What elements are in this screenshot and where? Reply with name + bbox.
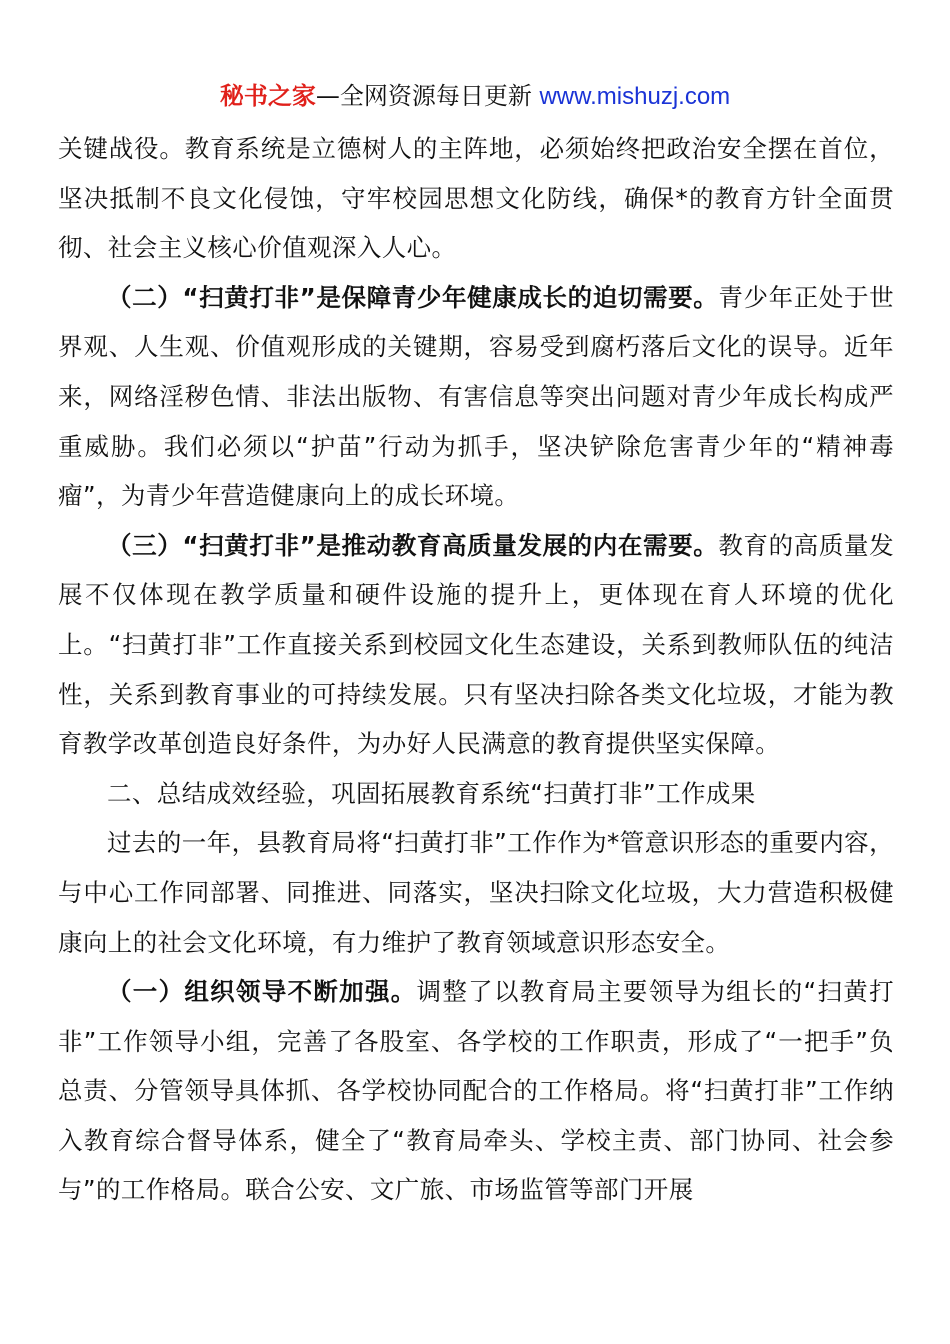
brand-name: 秘书之家 [219,82,316,110]
section-body-2: 青少年正处于世界观、人生观、价值观形成的关键期，容易受到腐朽落后文化的误导。近年来，网络淫秽色情、非法出版物、有害信息等突出问题对青少年成长构成严重威胁。我们必须以“护苗”行动为抓手，坚决铲除危害青少年的“精神毒瘤”，为青少年营造健康向上的成长环境。 [58,282,894,511]
subsection-body-1: 调整了以教育局主要领导为组长的“扫黄打非”工作领导小组，完善了各股室、各学校的工作职责，形成了“一把手”负总责、分管领导具体抓、各学校协同配合的工作格局。将“扫黄打非”工作纳入教育综合督导体系，健全了“教育局牵头、学校主责、部门协同、社会参与”的工作格局。联合公安、文广旅、市场监管等部门开展 [58,977,894,1205]
paragraph-subsection-1 [58,967,894,1215]
site-url-link[interactable]: www.mishuzj.com [539,83,731,110]
section-body-3: 教育的高质量发展不仅体现在教学质量和硬件设施的提升上，更体现在育人环境的优化上。“扫黄打非”工作直接关系到校园文化生态建设，关系到教师队伍的纯洁性，关系到教育事业的可持续发展。只有坚决扫除各类文化垃圾，才能为教育教学改革创造良好条件，为办好人民满意的教育提供坚实保障。 [58,530,894,759]
section-heading-3: （三）“扫黄打非”是推动教育高质量发展的内在需要。 [107,530,719,560]
paragraph-continuation: 关键战役。教育系统是立德树人的主阵地，必须始终把政治安全摆在首位，坚决抵制不良文化侵蚀，守牢校园思想文化防线，确保*的教育方针全面贯彻、社会主义核心价值观深入人心。 [58,134,894,263]
chapter-heading-2: 二、总结成效经验，巩固拓展教育系统“扫黄打非”工作成果 [107,778,756,808]
paragraph-section-2 [58,273,894,521]
header-tagline: —全网资源每日更新 [315,82,540,110]
page-header [0,78,950,115]
document-body [58,124,894,1215]
section-heading-2: （二）“扫黄打非”是保障青少年健康成长的迫切需要。 [107,282,719,312]
paragraph-chapter-intro: 过去的一年，县教育局将“扫黄打非”工作作为*管意识形态的重要内容，与中心工作同部署、同推进、同落实，坚决扫除文化垃圾，大力营造积极健康向上的社会文化环境，有力维护了教育领域意识形态安全。 [58,828,894,957]
paragraph-section-3 [58,521,894,769]
subsection-heading-1: （一）组织领导不断加强。 [107,977,417,1007]
